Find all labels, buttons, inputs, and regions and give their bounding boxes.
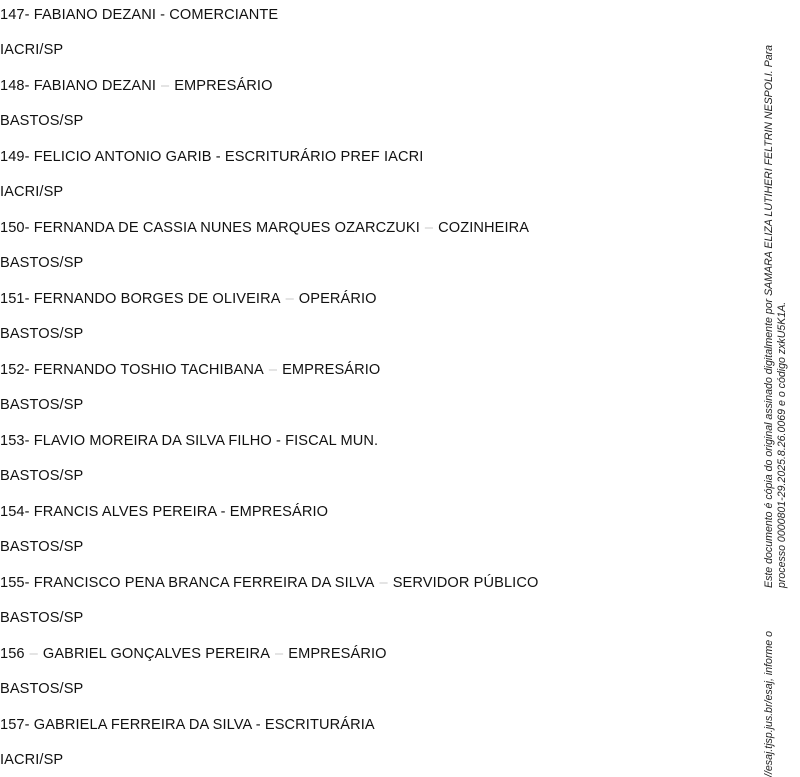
entry-name: FERNANDA DE CASSIA NUNES MARQUES OZARCZUKI — [33, 220, 420, 236]
entry-name: FELICIO ANTONIO GARIB — [33, 149, 212, 165]
entry-name-line — [0, 715, 375, 735]
entry-name: GABRIELA FERREIRA DA SILVA — [33, 717, 252, 733]
entry-separator: - — [220, 504, 226, 520]
entry-separator: – — [275, 646, 284, 662]
entry-number: 149- — [0, 149, 30, 165]
entry-name: FABIANO DEZANI — [33, 78, 156, 94]
entry-name: FERNANDO BORGES DE OLIVEIRA — [33, 291, 281, 307]
entry-city: IACRI/SP — [0, 752, 64, 768]
entry-city: BASTOS/SP — [0, 326, 84, 342]
entry-city: IACRI/SP — [0, 184, 64, 200]
entry-city: IACRI/SP — [0, 42, 64, 58]
entry-separator: – — [161, 78, 170, 94]
entry-role: EMPRESÁRIO — [288, 646, 387, 662]
margin-signature-note: Este documento é cópia do original assinado digitalmente por SAMARA ELIZA LUTIHERI FELTRIN NESPOLI. Para — [763, 44, 775, 588]
entry-name-line — [0, 502, 328, 522]
entry-name-line — [0, 5, 278, 25]
entry-city: BASTOS/SP — [0, 610, 84, 626]
entry-name: FRANCIS ALVES PEREIRA — [33, 504, 217, 520]
entry-number: 151- — [0, 291, 30, 307]
entry-number: 156 — [0, 646, 25, 662]
entry-role: COMERCIANTE — [169, 7, 279, 23]
entry-separator: – — [268, 362, 278, 378]
entry-number: 152- — [0, 362, 30, 378]
entry-number: 154- — [0, 504, 30, 520]
entry-city: BASTOS/SP — [0, 468, 84, 484]
entry-role: EMPRESÁRIO — [229, 504, 329, 520]
entry-city: BASTOS/SP — [0, 255, 84, 271]
entry-name: FLAVIO MOREIRA DA SILVA FILHO — [33, 433, 272, 449]
entry-separator: - — [160, 7, 166, 23]
entry-number: 153- — [0, 433, 30, 449]
entry-separator: – — [379, 575, 388, 591]
entry-name: FABIANO DEZANI — [33, 7, 156, 23]
entry-separator: - — [255, 717, 261, 733]
entry-role: ESCRITURÁRIA — [264, 717, 375, 733]
entry-role: OPERÁRIO — [298, 291, 377, 307]
entry-separator: - — [276, 433, 281, 449]
entry-name: FERNANDO TOSHIO TACHIBANA — [33, 362, 264, 378]
entry-separator: – — [285, 291, 294, 307]
entry-number: 148- — [0, 78, 30, 94]
entry-name: GABRIEL GONÇALVES PEREIRA — [42, 646, 271, 662]
entry-name: FRANCISCO PENA BRANCA FERREIRA DA SILVA — [33, 575, 375, 591]
entry-role: ESCRITURÁRIO PREF IACRI — [224, 149, 424, 165]
entry-separator: - — [215, 149, 221, 165]
entry-role: COZINHEIRA — [438, 220, 530, 236]
entry-name-line — [0, 644, 387, 664]
entry-name-line — [0, 76, 273, 96]
entry-city: BASTOS/SP — [0, 539, 84, 555]
margin-url-note: //esaj.tjsp.jus.br/esaj, informe o — [763, 630, 775, 777]
entry-name-line — [0, 147, 423, 167]
entry-number: 157- — [0, 717, 30, 733]
entry-role: EMPRESÁRIO — [282, 362, 381, 378]
entry-role: FISCAL MUN. — [285, 433, 379, 449]
entry-name-line — [0, 289, 377, 309]
entry-role: SERVIDOR PÚBLICO — [392, 575, 539, 591]
margin-process-note: processo 0000801-29.2025.8.26.0069 e o código zxkU5K1A. — [776, 301, 788, 588]
entry-city: BASTOS/SP — [0, 681, 84, 697]
entry-number: 150- — [0, 220, 30, 236]
entry-name-line — [0, 218, 529, 238]
entry-city: BASTOS/SP — [0, 113, 84, 129]
entry-name-line — [0, 360, 380, 380]
entry-lead-separator: – — [29, 646, 38, 662]
entry-name-line — [0, 573, 538, 593]
entry-number: 155- — [0, 575, 30, 591]
entry-role: EMPRESÁRIO — [174, 78, 273, 94]
entry-separator: – — [424, 220, 434, 236]
entry-name-line — [0, 431, 378, 451]
entry-city: BASTOS/SP — [0, 397, 84, 413]
entry-number: 147- — [0, 7, 30, 23]
